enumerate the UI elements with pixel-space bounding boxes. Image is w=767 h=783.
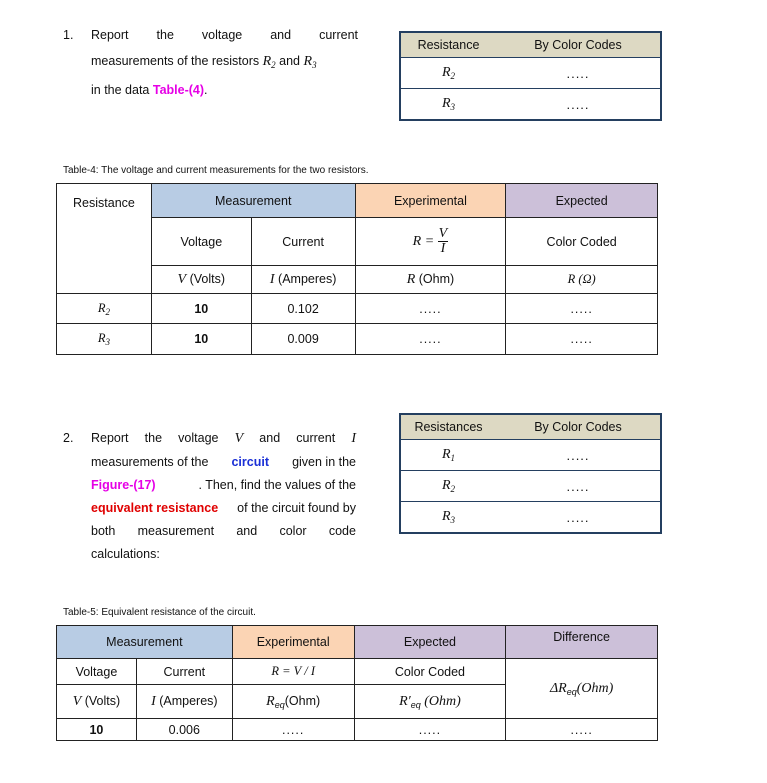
- unit-amperes: I (Amperes): [251, 266, 355, 294]
- table-row: $R_3$ .....: [400, 89, 661, 121]
- question-2-line-6: calculations:: [91, 547, 160, 561]
- sub-voltage: Voltage: [151, 218, 251, 266]
- group-difference: Difference: [506, 626, 658, 659]
- sub-voltage: Voltage: [57, 659, 137, 685]
- group-experimental: Experimental: [355, 184, 506, 218]
- table-row: 10 0.006 ..... ..... .....: [57, 719, 658, 741]
- question-1-line-2: measurements of the resistors $R_2$ and $R_3$: [91, 54, 317, 70]
- table-row: $R_3$ 10 0.009 ..... .....: [57, 324, 658, 355]
- circuit-link[interactable]: circuit: [231, 455, 269, 469]
- figure-17-link[interactable]: Figure-(17): [91, 478, 156, 492]
- unit-ohm: R (Ohm): [355, 266, 506, 294]
- header-by-color-codes: By Color Codes: [496, 414, 661, 440]
- diff-formula: $\Delta R_{eq}(Ohm)$: [506, 659, 658, 719]
- question-1-line-1: Report the voltage and current: [91, 28, 358, 42]
- table-4-caption: Table-4: The voltage and current measurements for the two resistors.: [63, 165, 369, 176]
- question-1-line-3: in the data Table-(4).: [91, 83, 208, 97]
- unit-amperes: I (Amperes): [136, 685, 232, 719]
- question-2-line-1: Report the voltage V and current I: [91, 431, 356, 446]
- unit-volts: V (Volts): [151, 266, 251, 294]
- unit-rpeq: $R'_{eq}$ (Ohm): [354, 685, 506, 719]
- question-2-line-2: measurements of the circuit given in the: [91, 455, 356, 469]
- formula-r-v-i: R = V / I: [232, 659, 354, 685]
- header-by-color-codes: By Color Codes: [496, 32, 661, 58]
- sub-current: Current: [136, 659, 232, 685]
- header-resistance: Resistance: [400, 32, 496, 58]
- unit-volts: V (Volts): [57, 685, 137, 719]
- header-resistances: Resistances: [400, 414, 496, 440]
- table-5-caption: Table-5: Equivalent resistance of the circuit.: [63, 607, 256, 618]
- sub-color-coded: Color Coded: [354, 659, 506, 685]
- group-measurement: Measurement: [57, 626, 233, 659]
- table-4-link[interactable]: Table-(4): [152, 83, 205, 97]
- table-row: $R_3$ .....: [400, 502, 661, 534]
- unit-ohm-symbol: R (Ω): [506, 266, 658, 294]
- table-row: $R_1$ .....: [400, 440, 661, 471]
- color-code-table-2: [399, 413, 662, 534]
- formula-r-v-i: R = $\frac{V}{I}$: [355, 218, 506, 266]
- sub-current: Current: [251, 218, 355, 266]
- question-1-number: 1.: [63, 28, 74, 42]
- group-experimental: Experimental: [232, 626, 354, 659]
- question-2-line-3: Figure-(17) . Then, find the values of the: [91, 478, 356, 492]
- question-2-number: 2.: [63, 431, 74, 445]
- table-4: [56, 183, 658, 355]
- table-5: [56, 625, 658, 741]
- group-measurement: Measurement: [151, 184, 355, 218]
- table-row: $R_2$ .....: [400, 58, 661, 89]
- table-row: $R_2$ .....: [400, 471, 661, 502]
- equivalent-resistance-text: equivalent resistance: [91, 501, 219, 515]
- question-2-line-4: equivalent resistance of the circuit found by: [91, 501, 356, 515]
- question-2-line-5: both measurement and color code: [91, 524, 356, 538]
- unit-req: $R_{eq}(Ohm)$: [232, 685, 354, 719]
- group-expected: Expected: [506, 184, 658, 218]
- table-row: $R_2$ 10 0.102 ..... .....: [57, 294, 658, 324]
- color-code-table-1: [399, 31, 662, 121]
- col-resistance: Resistance: [57, 184, 152, 294]
- group-expected: Expected: [354, 626, 506, 659]
- sub-color-coded: Color Coded: [506, 218, 658, 266]
